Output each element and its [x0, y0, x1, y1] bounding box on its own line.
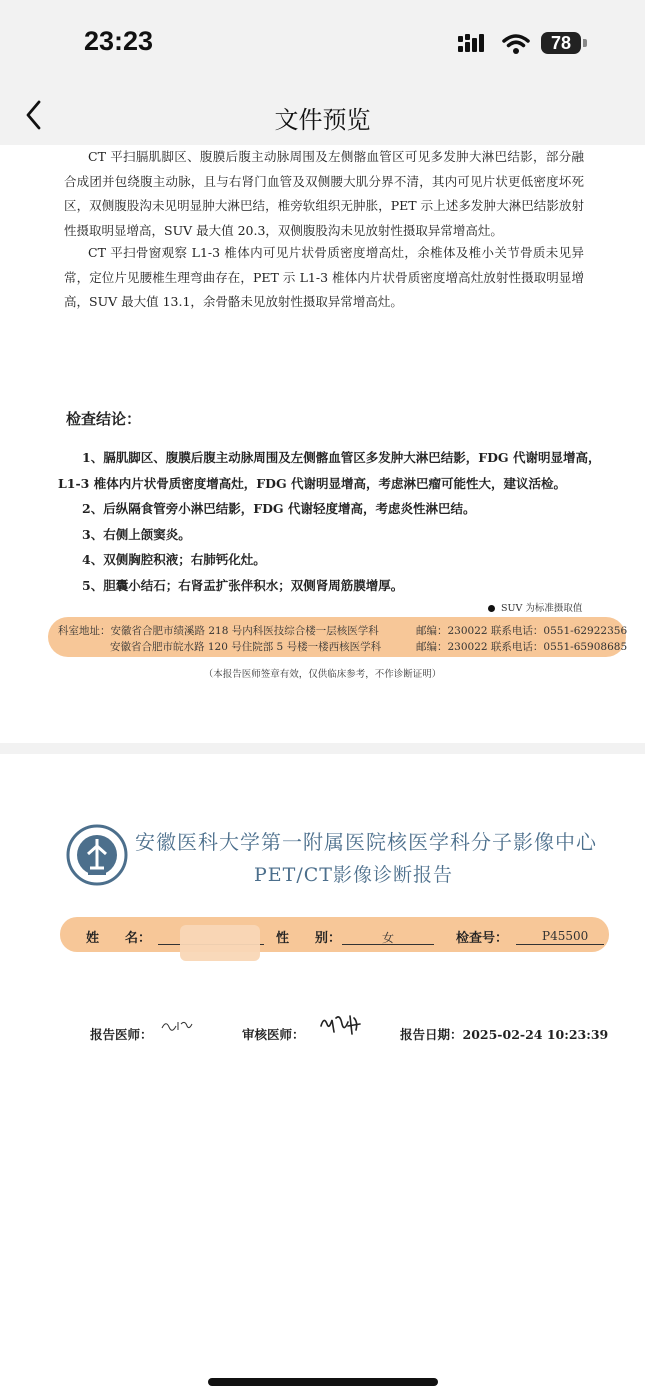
nav-bar [0, 90, 645, 145]
reviewing-doctor-label: 审核医师： [242, 1027, 305, 1042]
conclusion-item-2: 2、后纵隔食管旁小淋巴结影，FDG 代谢轻度增高，考虑炎性淋巴结。 [82, 501, 476, 516]
address-line-2: 安徽省合肥市皖水路 120 号住院部 5 号楼一楼西核医学科 [110, 641, 382, 653]
address-band [48, 617, 626, 657]
findings-paragraph-lymph: CT 平扫膈肌脚区、腹膜后腹主动脉周围及左侧髂血管区可见多发肿大淋巴结影，部分融合成团并包绕腹主动脉，且与右肾门血管及双侧腰大肌分界不清，其内可见片状更低密度坏死区，双侧腹股沟未见明显肿大淋巴结，椎旁软组织无肿胀，PET 示上述多发肿大淋巴结影放射性摄取明显增高，SUV 最大值 20.3，双侧腹股沟未见放射性摄取异常增高灶。 [64, 149, 584, 238]
disclaimer: （本报告医师签章有效，仅供临床参考，不作诊断证明） [203, 669, 442, 680]
sex-value: 女 [382, 931, 395, 945]
battery-icon: 78 [541, 32, 581, 54]
name-label: 姓 名： [86, 931, 152, 946]
conclusion-item-5: 5、胆囊小结石；右肾盂扩张伴积水；双侧肾周筋膜增厚。 [82, 578, 404, 593]
home-indicator[interactable] [208, 1378, 438, 1386]
cellular-signal-icon [458, 34, 492, 54]
sex-label: 性 别： [276, 931, 342, 946]
status-time: 23:23 [84, 26, 154, 56]
page-title: 文件预览 [274, 106, 371, 134]
reviewing-doctor-signature [318, 1012, 362, 1038]
document-page-1 [0, 145, 645, 743]
bullet-icon [488, 605, 495, 612]
battery-tip [583, 39, 587, 47]
wifi-icon [502, 33, 530, 55]
conclusion-item-1-line1: 1、膈肌脚区、腹膜后腹主动脉周围及左侧髂血管区多发肿大淋巴结影，FDG 代谢明显增高， [82, 450, 601, 465]
hospital-logo-icon [66, 824, 128, 886]
exam-no-label: 检查号： [456, 931, 509, 946]
reporting-doctor-label: 报告医师： [90, 1027, 153, 1042]
reporting-doctor-signature [160, 1018, 194, 1034]
conclusion-item-1-line2: L1-3 椎体内片状骨质密度增高灶，FDG 代谢明显增高，考虑淋巴瘤可能性大，建议活检。 [58, 476, 566, 491]
report-date [400, 1025, 608, 1043]
address-line-1: 科室地址：安徽省合肥市绩溪路 218 号内科医技综合楼一层核医学科 [58, 625, 379, 637]
conclusion-item-4: 4、双侧胸腔积液；右肺钙化灶。 [82, 552, 266, 567]
conclusion-item-1 [58, 445, 618, 497]
conclusion-heading: 检查结论： [66, 410, 142, 428]
exam-no-underline [516, 944, 604, 945]
report-date-label: 报告日期： [400, 1027, 463, 1042]
report-date-value: 2025-02-24 10:23:39 [462, 1027, 609, 1042]
report-title: PET/CT影像诊断报告 [254, 864, 453, 886]
conclusion-item-3: 3、右侧上颌窦炎。 [82, 527, 191, 542]
contact-line-2: 邮编：230022 联系电话：0551-65908685 [416, 641, 628, 653]
hospital-name: 安徽医科大学第一附属医院核医学科分子影像中心 [135, 830, 597, 854]
contact-line-1: 邮编：230022 联系电话：0551-62922356 [416, 625, 628, 637]
status-bar [0, 0, 645, 90]
suv-note: SUV 为标准摄取值 [488, 600, 582, 614]
patient-info-band [60, 917, 609, 952]
document-page-2 [0, 754, 645, 1398]
exam-no-value: P45500 [542, 929, 589, 943]
findings-paragraph-bone: CT 平扫骨窗观察 L1-3 椎体内可见片状骨质密度增高灶，余椎体及椎小关节骨质未见异常，定位片见腰椎生理弯曲存在，PET 示 L1-3 椎体内片状骨质密度增高灶放射性摄取明显增高，SUV 最大值 13.1，余骨骼未见放射性摄取异常增高灶。 [64, 245, 584, 309]
redacted-name [180, 925, 260, 961]
